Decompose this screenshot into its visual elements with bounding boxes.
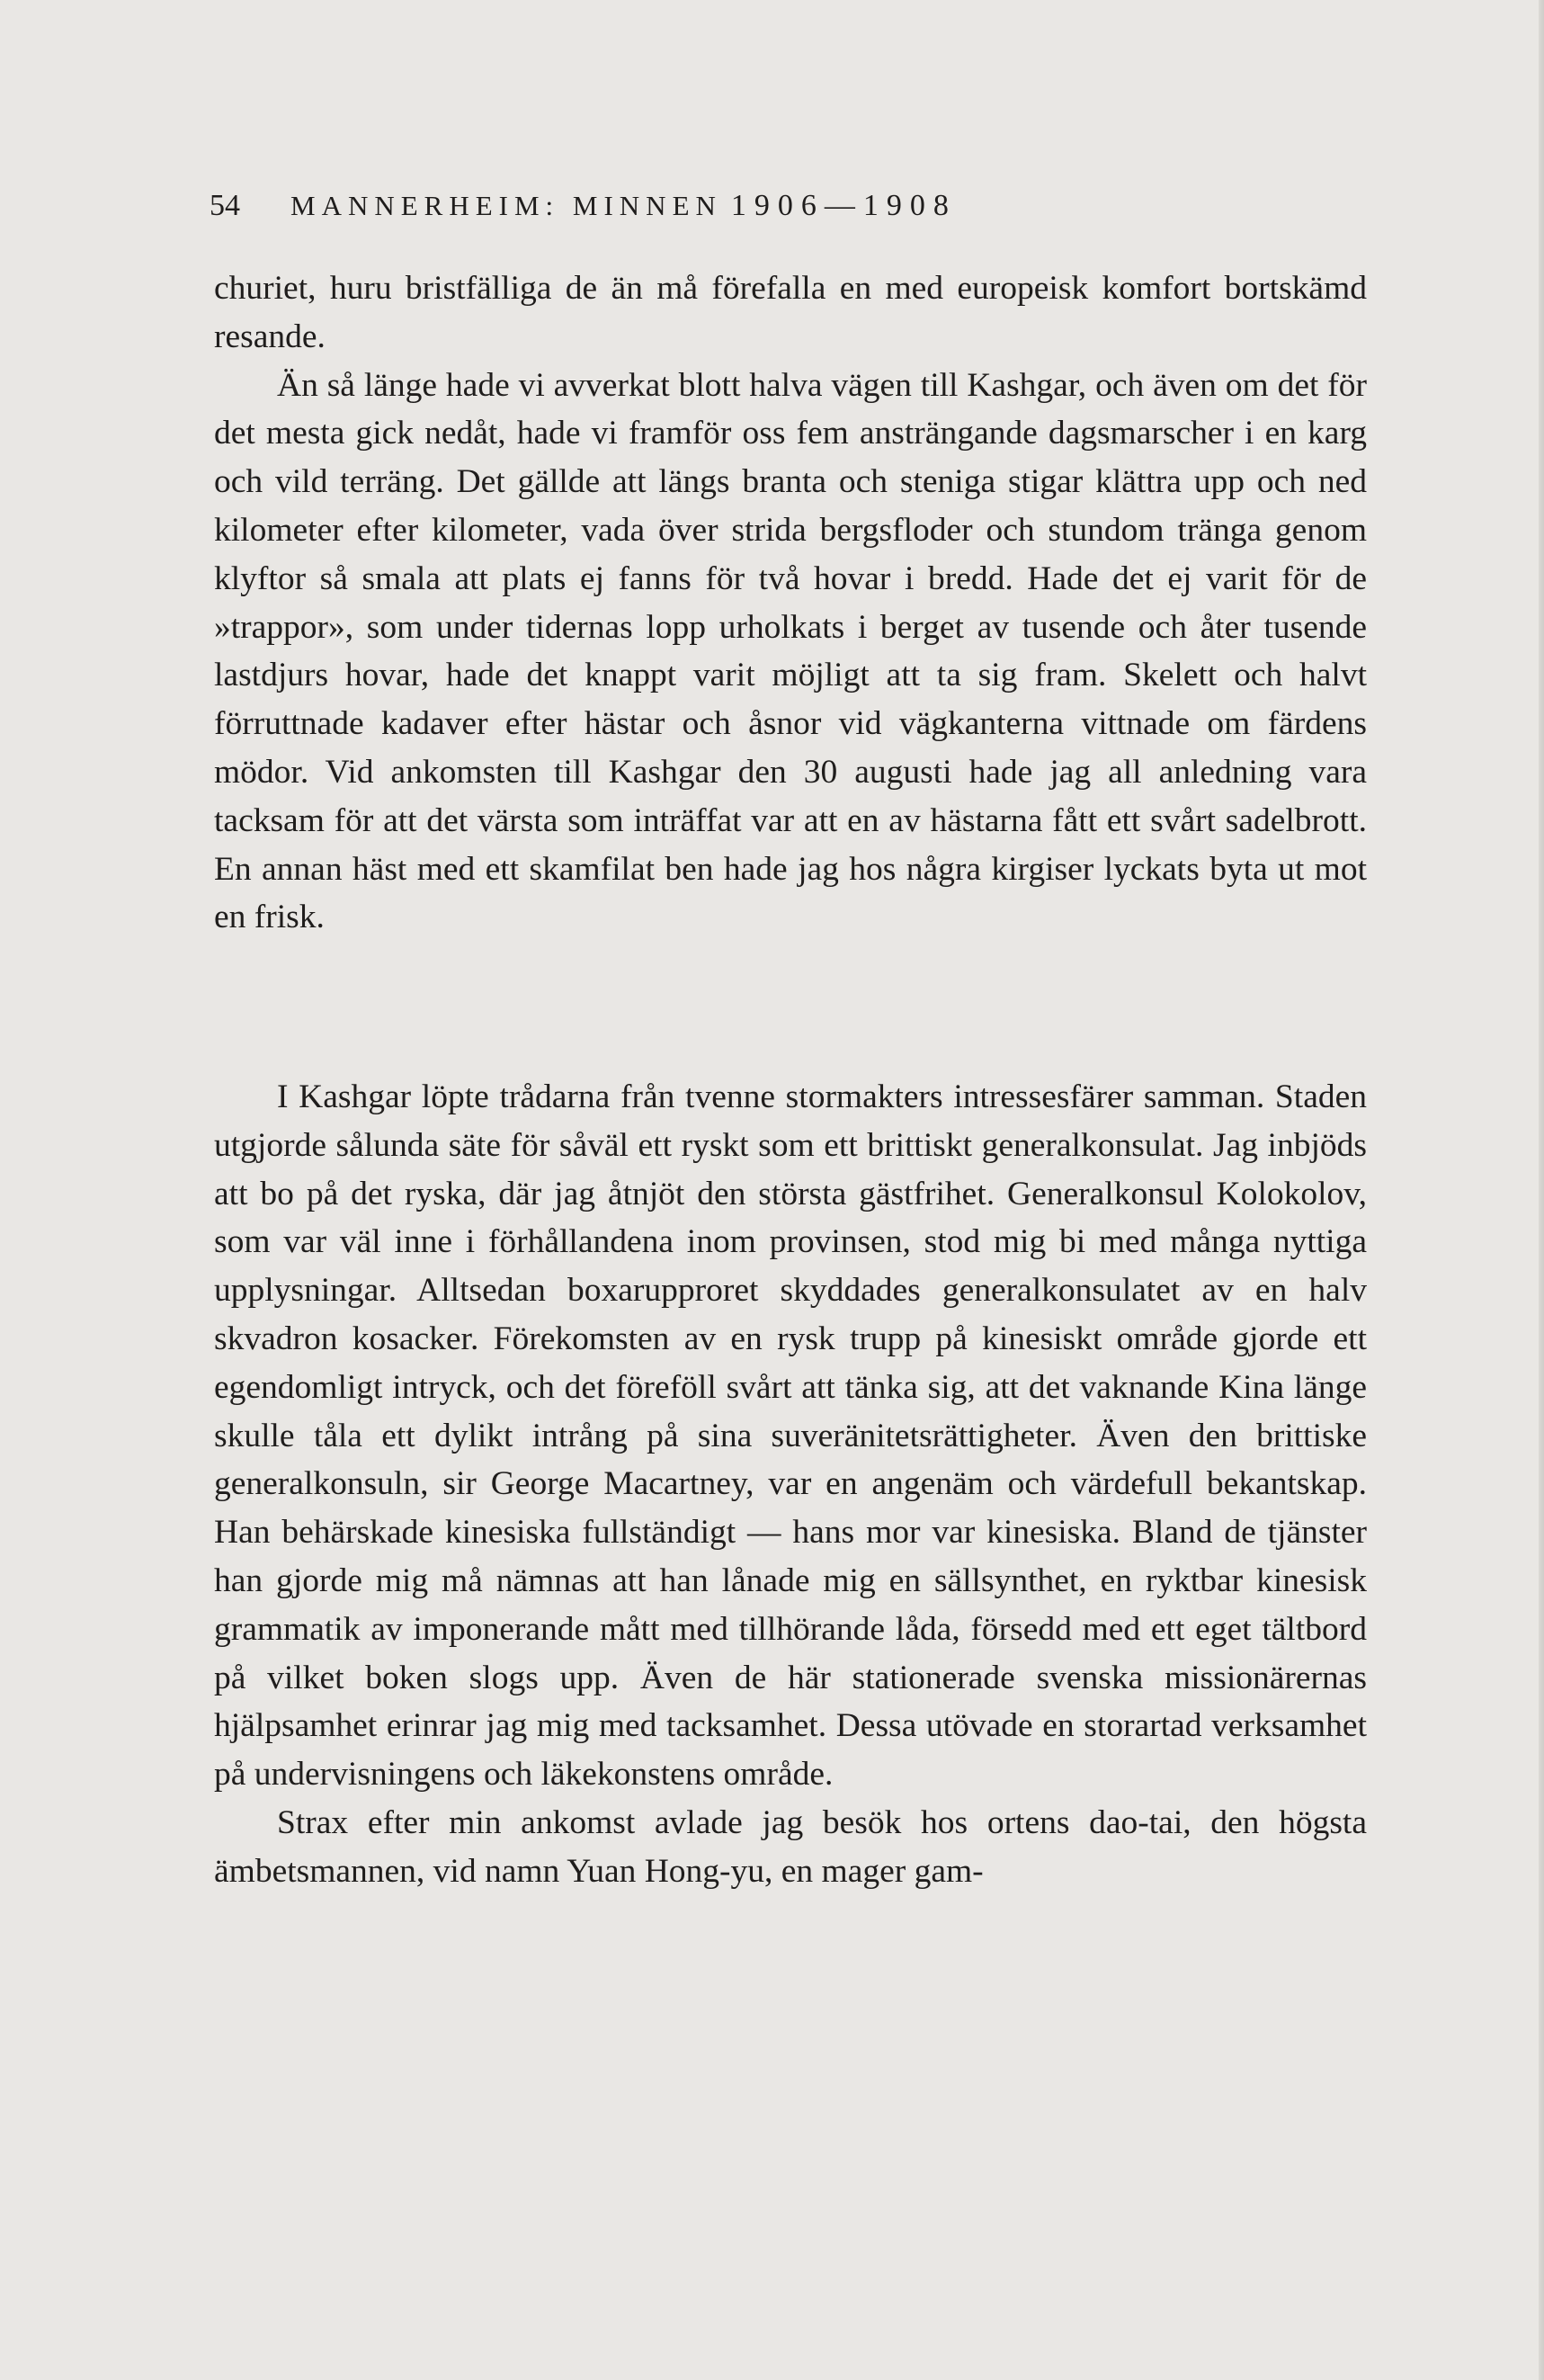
text-section-1: [214, 264, 1367, 942]
running-title: MANNERHEIM: MINNEN: [290, 190, 722, 221]
page-edge: [1539, 0, 1544, 2380]
running-header: [210, 184, 1370, 228]
page-number: 54: [210, 189, 240, 222]
text-section-2: [214, 1073, 1367, 1896]
paragraph: Strax efter min ankomst avlade jag besök hos ortens dao-tai, den högsta ämbetsmannen, vid namn Yuan Hong-yu, en mager gam-: [214, 1803, 1367, 1890]
running-title-years: 1906—1908: [730, 189, 957, 222]
paragraph: I Kashgar löpte trådarna från tvenne stormakters intressesfärer samman. Staden utgjorde sålunda säte för såväl ett ryskt som ett brittiskt generalkonsulat. Jag inbjöds att bo på det ryska, där jag åtnjöt den största gästfrihet. Generalkonsul Kolokolov, som var väl inne i förhållandena inom provinsen, stod mig bi med många nyttiga upplysningar. Alltsedan boxarupproret skyddades generalkonsulatet av en halv skvadron kosacker. Förekomsten av en rysk trupp på kinesiskt område gjorde ett egendomligt intryck, och det föreföll svårt att tänka sig, att det vaknande Kina länge skulle tåla ett dylikt intrång på sina suveränitetsrättigheter. Även den brittiske generalkonsuln, sir George Macartney, var en angenäm och värdefull bekantskap. Han behärskade kinesiska fullständigt — hans mor var kinesiska. Bland de tjänster han gjorde mig må nämnas att han lånade mig en sällsynthet, en ryktbar kinesisk grammatik av imponerande mått med tillhörande låda, försedd med ett eget tältbord på vilket boken slogs upp. Även de här stationerade svenska missionärernas hjälpsamhet erinrar jag mig med tacksamhet. Dessa utövade en storartad verksamhet på undervisningens och läkekonstens område.: [214, 1078, 1367, 1794]
paragraph-continued: churiet, huru bristfälliga de än må förefalla en med europeisk komfort bortskämd resande.: [214, 270, 1367, 355]
paragraph: Än så länge hade vi avverkat blott halva vägen till Kashgar, och även om det för det mesta gick nedåt, hade vi framför oss fem ansträngande dagsmarscher i en karg och vild terräng. Det gällde att längs branta och steniga stigar klättra upp och ned kilometer efter kilometer, vada över strida bergsfloder och stundom tränga genom klyftor så smala att plats ej fanns för två hovar i bredd. Hade det ej varit för de »trappor», som under tidernas lopp urholkats i berget av tusende och åter tusende lastdjurs hovar, hade det knappt varit möjligt att ta sig fram. Skelett och halvt förruttnade kadaver efter hästar och åsnor vid vägkanterna vittnade om färdens mödor. Vid ankomsten till Kashgar den 30 augusti hade jag all anledning vara tacksam för att det värsta som inträffat var att en av hästarna fått ett svårt sadelbrott. En annan häst med ett skamfilat ben hade jag hos några kirgiser lyckats byta ut mot en frisk.: [214, 366, 1367, 936]
